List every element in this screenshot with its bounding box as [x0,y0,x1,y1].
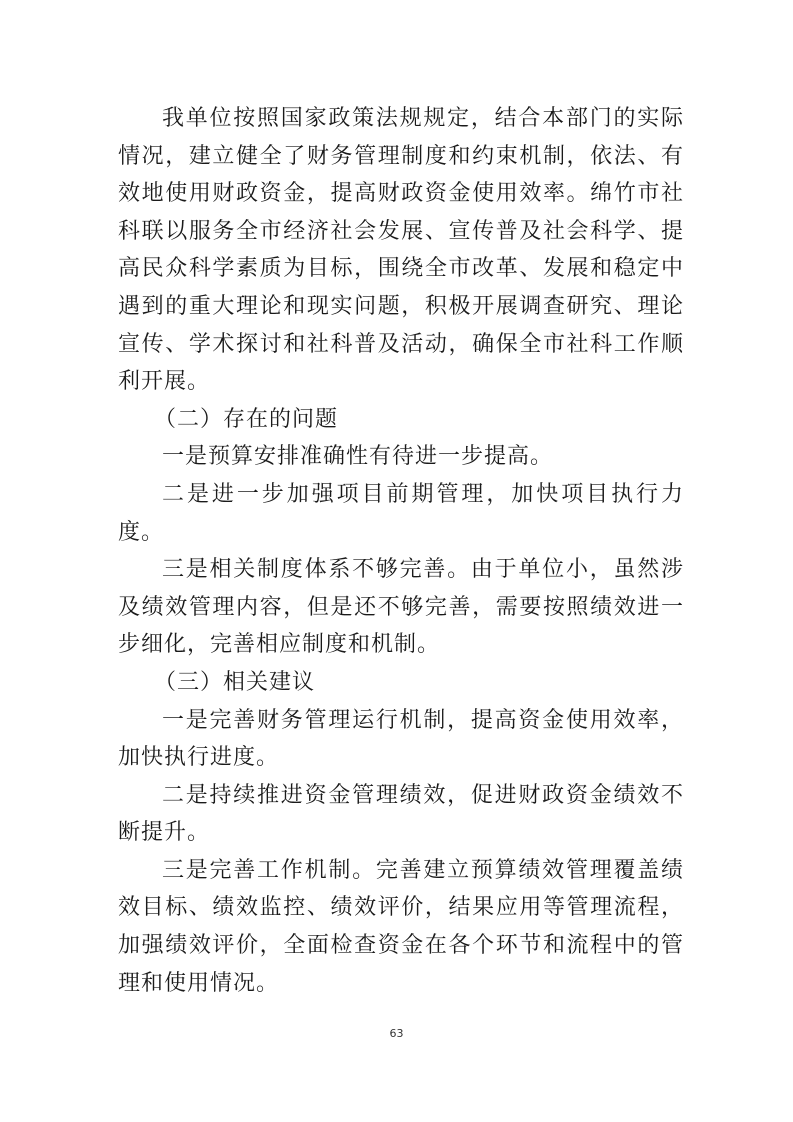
paragraph-problem-1: 一是预算安排准确性有待进一步提高。 [162,444,554,470]
page-number: 63 [389,1027,404,1040]
paragraph-suggestion-2: 二是持续推进资金管理绩效，促进财政资金绩效不断提升。 [118,782,684,846]
paragraph-problem-3: 三是相关制度体系不够完善。由于单位小，虽然涉及绩效管理内容，但是还不够完善，需要按照绩效进一步细化，完善相应制度和机制。 [118,557,684,658]
paragraph-financial-management: 我单位按照国家政策法规规定，结合本部门的实际情况，建立健全了财务管理制度和约束机制，依法、有效地使用财政资金，提高财政资金使用效率。绵竹市社科联以服务全市经济社会发展、宣传普及社会科学、提高民众科学素质为目标，围绕全市改革、发展和稳定中遇到的重大理论和现实问题，积极开展调查研究、理论宣传、学术探讨和社科普及活动，确保全市社科工作顺利开展。 [118,106,684,395]
section-heading-suggestions: （三）相关建议 [154,669,316,695]
paragraph-suggestion-1: 一是完善财务管理运行机制，提高资金使用效率，加快执行进度。 [118,707,684,771]
paragraph-suggestion-3: 三是完善工作机制。完善建立预算绩效管理覆盖绩效目标、绩效监控、绩效评价，结果应用等管理流程，加强绩效评价，全面检查资金在各个环节和流程中的管理和使用情况。 [118,857,684,996]
document-body [118,100,684,1002]
section-heading-existing-problems: （二）存在的问题 [154,406,339,432]
paragraph-problem-2: 二是进一步加强项目前期管理，加快项目执行力度。 [118,481,684,545]
